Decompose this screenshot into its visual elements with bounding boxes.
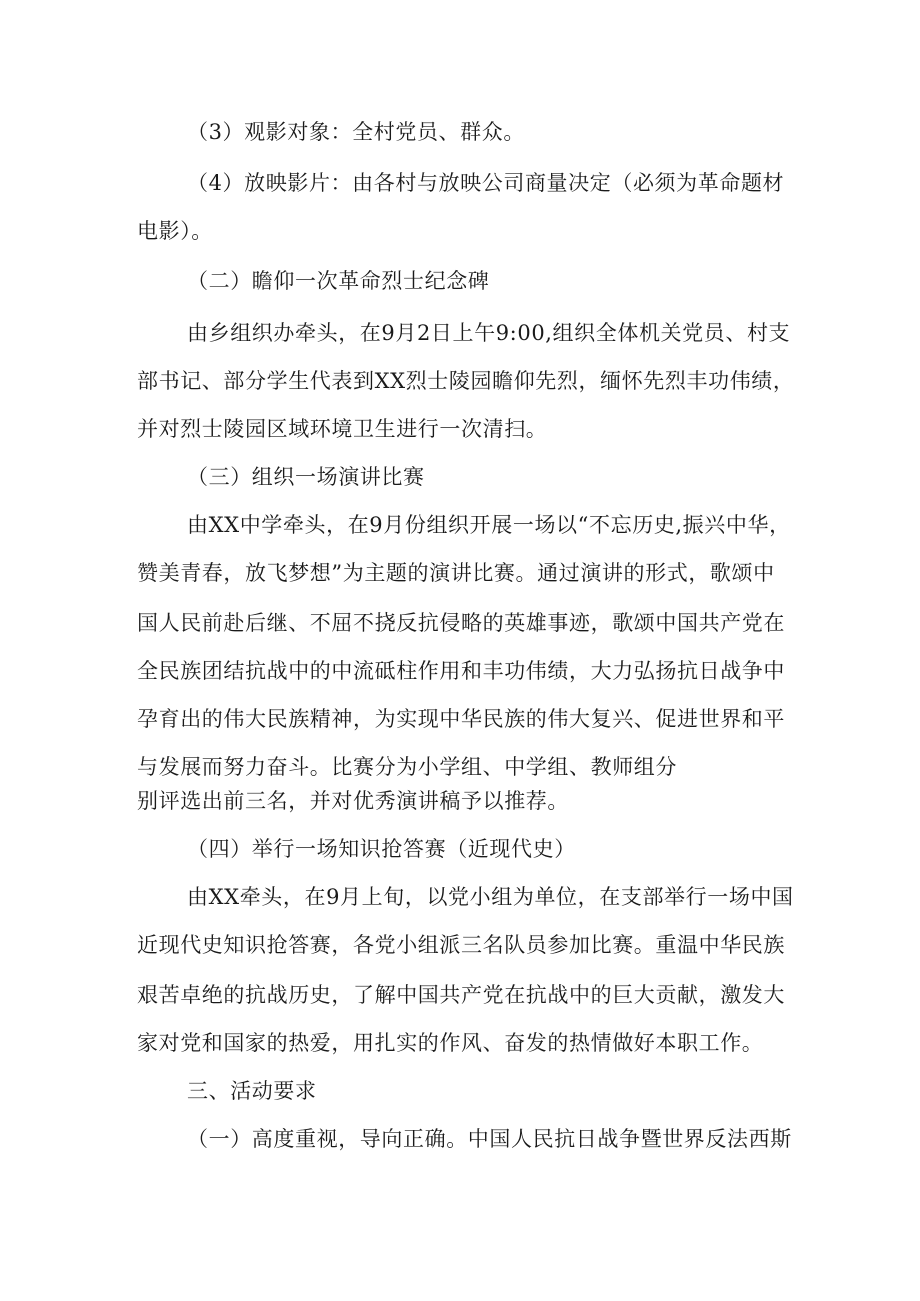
paragraph-line: 与发展而努力奋斗。比赛分为小学组、中学组、教师组分 (137, 755, 677, 779)
paragraph-line: 别评选出前三名，并对优秀演讲稿予以推荐。 (137, 789, 569, 813)
paragraph-line: 由乡组织办牵头，在9月2日上午9:00,组织全体机关党员、村支 (187, 321, 791, 345)
paragraph-line: 家对党和国家的热爱，用扎实的作风、奋发的热情做好本职工作。 (137, 1031, 764, 1055)
paragraph-line: 近现代史知识抢答赛，各党小组派三名队员参加比赛。重温中华民族 (137, 933, 785, 957)
section-heading: （四）举行一场知识抢答赛（近现代史） (187, 837, 576, 861)
paragraph-line: （一）高度重视，导向正确。中国人民抗日战争暨世界反法西斯 (187, 1127, 792, 1151)
section-heading: （二）瞻仰一次革命烈士纪念碑 (187, 269, 490, 293)
paragraph-line: 孕育出的伟大民族精神，为实现中华民族的伟大复兴、促进世界和平 (137, 707, 785, 731)
paragraph-line: （4）放映影片：由各村与放映公司商量决定（必须为革命题材 (187, 171, 785, 195)
paragraph-line: 电影）。 (137, 219, 213, 243)
paragraph-line: 并对烈士陵园区域环境卫生进行一次清扫。 (137, 417, 548, 441)
paragraph-line: （3）观影对象：全村党员、群众。 (187, 120, 525, 144)
paragraph-line: 由XX牵头，在9月上旬，以党小组为单位，在支部举行一场中国 (187, 885, 794, 909)
section-heading: 三、活动要求 (187, 1079, 317, 1103)
paragraph-line: 国人民前赴后继、不屈不挠反抗侵略的英雄事迹，歌颂中国共产党在 (137, 611, 785, 635)
section-heading: （三）组织一场演讲比赛 (187, 465, 425, 489)
paragraph-line: 全民族团结抗战中的中流砥柱作用和丰功伟绩，大力弘扬抗日战争中 (137, 659, 785, 683)
paragraph-line: 部书记、部分学生代表到XX烈士陵园瞻仰先烈，缅怀先烈丰功伟绩， (137, 369, 795, 393)
paragraph-line: 赞美青春，放飞梦想”为主题的演讲比赛。通过演讲的形式，歌颂中 (137, 561, 775, 585)
paragraph-line: 艰苦卓绝的抗战历史，了解中国共产党在抗战中的巨大贡献，激发大 (137, 983, 785, 1007)
paragraph-line: 由XX中学牵头，在9月份组织开展一场以“不忘历史,振兴中华， (187, 513, 791, 537)
